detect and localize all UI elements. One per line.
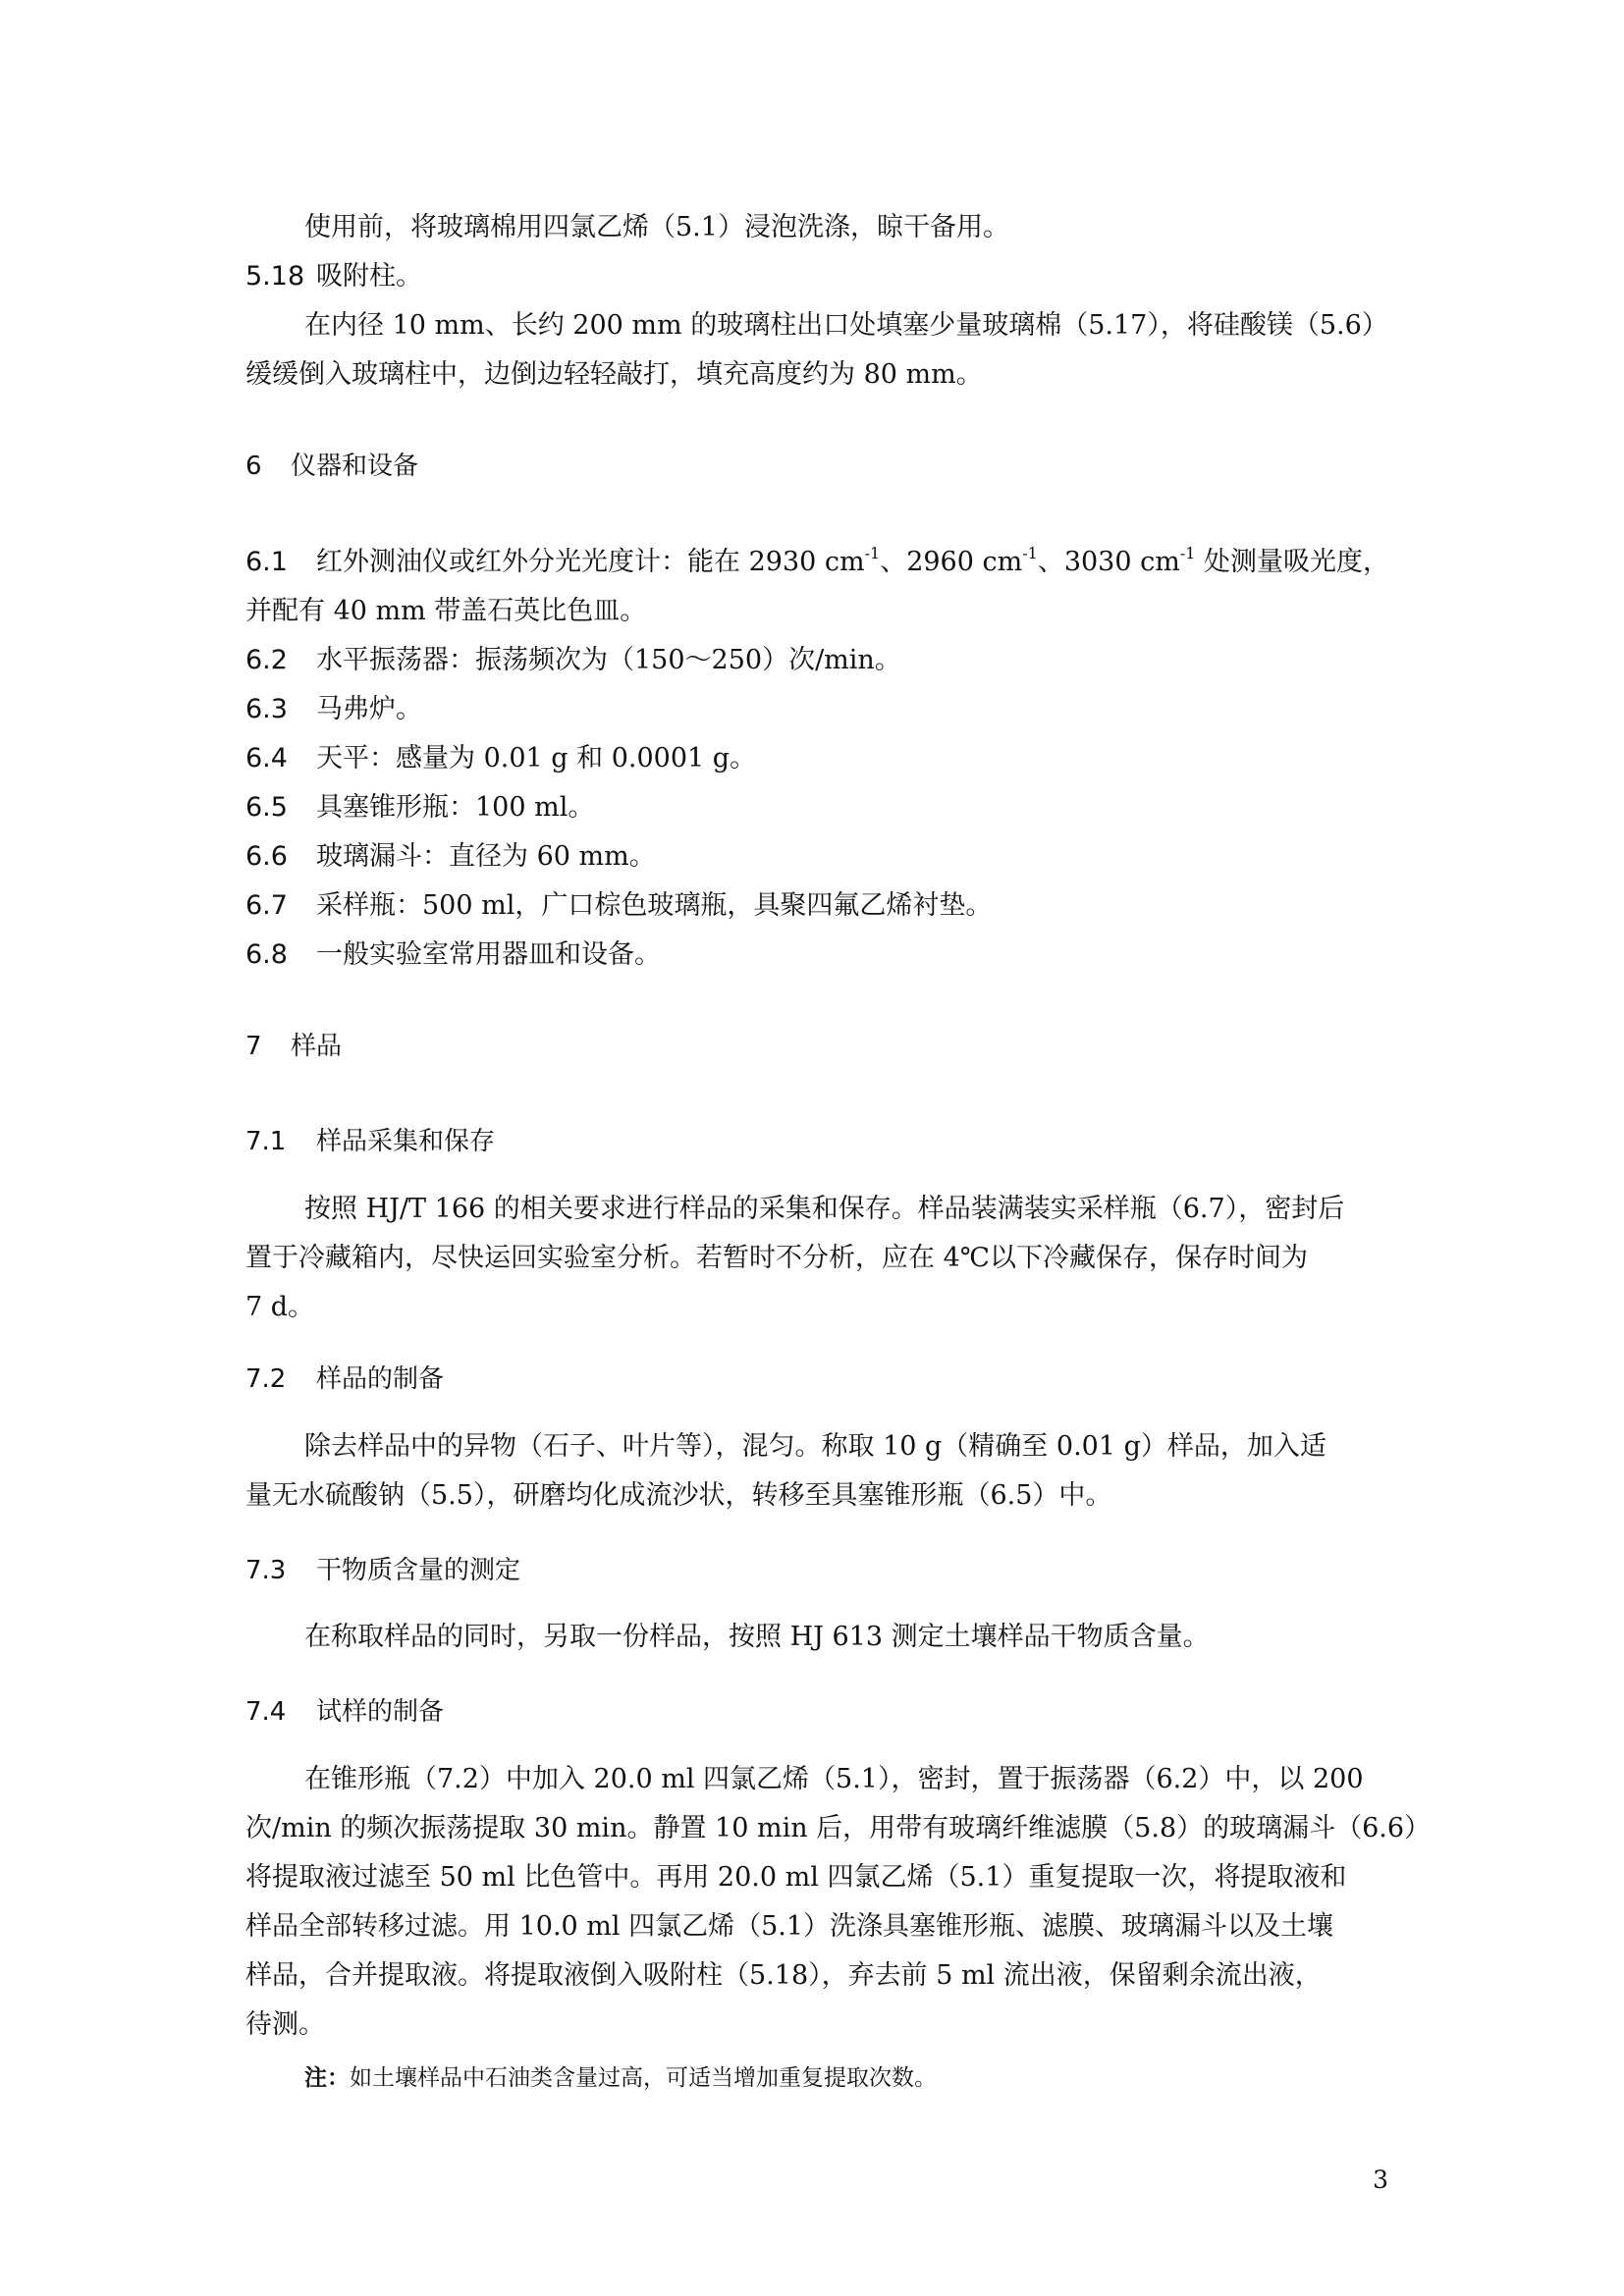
item-6-6 <box>245 837 656 877</box>
section-heading-6 <box>245 447 418 486</box>
item-number: 6.2 <box>245 645 288 675</box>
item-text: 马弗炉。 <box>316 694 422 724</box>
item-text: 天平：感量为 0.01 g 和 0.0001 g。 <box>316 743 757 774</box>
subsection-title: 样品的制备 <box>316 1364 445 1394</box>
note <box>304 2058 937 2098</box>
subsection-heading-7-2 <box>245 1360 444 1399</box>
subsection-number: 7.2 <box>245 1364 287 1394</box>
item-text: 、2960 cm <box>880 547 1023 577</box>
paragraph-line: 并配有 40 mm 带盖石英比色皿。 <box>245 596 647 626</box>
paragraph-line: 样品，合并提取液。将提取液倒入吸附柱（5.18），弃去前 5 ml 流出液，保留剩余流出液， <box>245 1960 1322 1991</box>
item-number: 6.4 <box>245 743 288 774</box>
note-text: 如土壤样品中石油类含量过高，可适当增加重复提取次数。 <box>350 2065 937 2091</box>
paragraph-line: 在锥形瓶（7.2）中加入 20.0 ml 四氯乙烯（5.1），密封，置于振荡器（6.2）中，以 200 <box>304 1764 1364 1794</box>
paragraph-line: 待测。 <box>245 2009 325 2040</box>
section-title: 样品 <box>291 1032 343 1061</box>
item-text: 一般实验室常用器皿和设备。 <box>316 939 661 970</box>
item-number: 5.18 <box>245 261 305 292</box>
paragraph-line: 量无水硫酸钠（5.5），研磨均化成流沙状，转移至具塞锥形瓶（6.5）中。 <box>245 1480 1112 1511</box>
paragraph-line: 7 d。 <box>245 1292 315 1322</box>
subsection-title: 样品采集和保存 <box>316 1127 496 1156</box>
paragraph-line: 按照 HJ/T 166 的相关要求进行样品的采集和保存。样品装满装实采样瓶（6.7），密封后 <box>304 1194 1345 1224</box>
superscript: -1 <box>1022 544 1038 562</box>
subsection-number: 7.3 <box>245 1556 287 1585</box>
item-6-2 <box>245 641 901 680</box>
item-number: 6.5 <box>245 792 288 823</box>
superscript: -1 <box>864 544 881 562</box>
item-number: 6.7 <box>245 890 288 921</box>
note-label: 注： <box>304 2065 350 2091</box>
item-text: 处测量吸光度， <box>1195 547 1390 577</box>
paragraph-line: 除去样品中的异物（石子、叶片等），混匀。称取 10 g（精确至 0.01 g）样品，加入适 <box>304 1431 1326 1462</box>
paragraph-line: 将提取液过滤至 50 ml 比色管中。再用 20.0 ml 四氯乙烯（5.1）重复提取一次，将提取液和 <box>245 1862 1347 1893</box>
item-number: 6.1 <box>245 547 288 577</box>
item-text: 、3030 cm <box>1037 547 1180 577</box>
section-number: 6 <box>245 452 262 481</box>
paragraph-line: 样品全部转移过滤。用 10.0 ml 四氯乙烯（5.1）洗涤具塞锥形瓶、滤膜、玻璃漏斗以及土壤 <box>245 1911 1334 1942</box>
item-text: 玻璃漏斗：直径为 60 mm。 <box>316 841 656 872</box>
subsection-number: 7.1 <box>245 1127 287 1156</box>
item-text: 具塞锥形瓶：100 ml。 <box>316 792 595 823</box>
item-text: 采样瓶：500 ml，广口棕色玻璃瓶，具聚四氟乙烯衬垫。 <box>316 890 993 921</box>
item-5-18 <box>245 257 422 296</box>
subsection-title: 干物质含量的测定 <box>316 1556 521 1585</box>
item-6-4 <box>245 739 756 778</box>
item-6-8 <box>245 935 661 975</box>
item-number: 6.6 <box>245 841 288 872</box>
superscript: -1 <box>1179 544 1196 562</box>
subsection-title: 试样的制备 <box>316 1697 445 1727</box>
paragraph-line: 使用前，将玻璃棉用四氯乙烯（5.1）浸泡洗涤，晾干备用。 <box>304 212 1009 242</box>
paragraph-line: 缓缓倒入玻璃柱中，边倒边轻轻敲打，填充高度约为 80 mm。 <box>245 359 983 390</box>
section-number: 7 <box>245 1032 262 1061</box>
item-6-7 <box>245 886 992 926</box>
item-6-5 <box>245 788 594 828</box>
paragraph-line: 次/min 的频次振荡提取 30 min。静置 10 min 后，用带有玻璃纤维滤膜（5.8）的玻璃漏斗（6.6） <box>245 1813 1432 1843</box>
subsection-heading-7-3 <box>245 1551 520 1590</box>
item-number: 6.8 <box>245 939 288 970</box>
item-text: 红外测油仪或红外分光光度计：能在 2930 cm <box>316 547 865 577</box>
subsection-number: 7.4 <box>245 1697 287 1727</box>
item-text: 水平振荡器：振荡频次为（150～250）次/min。 <box>316 645 901 675</box>
paragraph-line: 置于冷藏箱内，尽快运回实验室分析。若暂时不分析，应在 4℃以下冷藏保存，保存时间为 <box>245 1243 1308 1273</box>
section-title: 仪器和设备 <box>291 452 419 481</box>
page-number: 3 <box>1373 2165 1388 2194</box>
subsection-heading-7-4 <box>245 1692 444 1732</box>
paragraph-line: 在称取样品的同时，另取一份样品，按照 HJ 613 测定土壤样品干物质含量。 <box>304 1622 1210 1652</box>
section-heading-7 <box>245 1027 342 1066</box>
item-6-3 <box>245 690 422 729</box>
item-6-1 <box>245 543 1389 582</box>
item-text: 吸附柱。 <box>316 261 422 292</box>
item-number: 6.3 <box>245 694 288 724</box>
subsection-heading-7-1 <box>245 1122 495 1161</box>
paragraph-line: 在内径 10 mm、长约 200 mm 的玻璃柱出口处填塞少量玻璃棉（5.17），将硅酸镁（5.6） <box>304 310 1388 341</box>
